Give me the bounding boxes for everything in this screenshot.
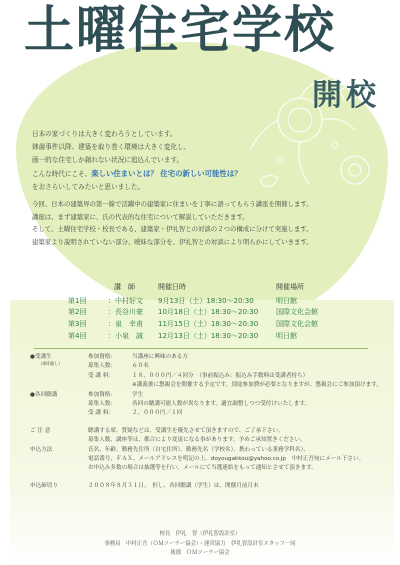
notes-block: ご 注 意 聴講する席、質疑などは、受講生を優先させて頂きますので、ご了承下さい。 募集人数、講座等は、都合により変更になる事があります。予めご承知置きください。: [30, 427, 306, 444]
session-venue: 明日館: [276, 331, 297, 340]
intro-highlight-line: [32, 167, 362, 181]
header-date: 開催日時: [158, 283, 186, 291]
session-lecturer: ：中村好文: [108, 296, 143, 305]
schedule-row: [68, 331, 368, 343]
notes-label: ご 注 意: [30, 427, 51, 434]
schedule-row: [68, 307, 368, 319]
session-number: 第2回: [68, 308, 87, 317]
info-section: [30, 353, 380, 491]
page-subtitle: 開校: [312, 78, 380, 113]
intro-line: 画一的な住宅しか創れない状況に追込んでいます。: [32, 156, 184, 164]
session-lecturer: ：長谷川豪: [108, 308, 143, 317]
session-venue: 明日館: [276, 296, 297, 305]
per-session-block: ●各回聴講 参加資格： 学生 募集人数： 各回の聴講可能人数が異なります。適宜調整しつつ受付けいたします。 受 講 料： ２、０００円／１回: [30, 391, 311, 417]
intro-highlight-prefix: こんな時代にこそ、: [32, 170, 92, 178]
intro-closing: をおさらいしてみたいと思いました。: [32, 183, 145, 191]
schedule-row: [68, 319, 368, 331]
footer-line: 事務局 中村正吾（ＯＭソーラー協会）・運営協力 伊礼智設計室スタッフ一同: [104, 540, 296, 547]
body-line: 今回、日本の建築界の第一線で活躍中の建築家に住まいを丁寧に語ってもらう講座を開催します。: [32, 200, 313, 208]
deadline-block: [30, 482, 380, 491]
session-venue: 国際文化会館: [276, 308, 318, 317]
section-divider: [34, 348, 368, 349]
session-date: 9月13日（土）18:30〜20:30: [158, 296, 254, 305]
schedule-row: [68, 296, 368, 308]
deadline-text: ２００８年８月３１日。 但し、各回聴講（学生）は、開催月前月末: [88, 482, 259, 489]
session-lecturer: ：泉 幸甫: [108, 320, 143, 329]
deadline-label: 申込締切り: [30, 482, 58, 489]
student-block: ●受講生 （4回通し） 参加資格： 当講座に興味のある方 募集人数： ６０名 受 講 料： １８、０００円／４回分 （事前振込み：振込み手数料は受講者持ち） ※講義後に懇親会を開催する予定です。別途参加費が必要となりますが、懇親会にご参加頂けます。: [30, 354, 382, 389]
footer: [0, 530, 400, 559]
intro-highlight: 楽しい住まいとは？ 住宅の新しい可能性は？: [91, 169, 242, 178]
session-number: 第1回: [68, 296, 87, 305]
body-line: 講座は、まず建築家に、氏の代表的な住宅について解説していただきます。: [32, 212, 249, 221]
per-session-label: ●各回聴講: [30, 391, 58, 398]
header-lecturer: 講 師: [114, 283, 135, 291]
footer-line: 校長 伊礼 智（伊礼智設計室）: [159, 531, 241, 537]
session-number: 第4回: [68, 331, 87, 340]
intro-line: 姉歯事件以降、建築を取り巻く環境は大きく変化し、: [32, 143, 191, 151]
schedule-header: [68, 282, 368, 294]
session-date: 12月13日（土）18:30〜20:30: [158, 331, 259, 340]
intro-text: [32, 128, 362, 194]
apply-block: 申込方法 氏名、年齢、勤務先住所（自宅住所）、勤務先名（学校名）、携わっている業務学科名）、 電話番号、ＦＡＸ、メールアドレスを明記の上、doyougakkou@yahoo.co.jp 中村正吾宛にメール下さい。 お申込み多数の場合は抽選等を行い、メールにて当選連絡をもって通知とさせて頂きます。: [30, 446, 365, 472]
body-text: [32, 198, 372, 248]
session-venue: 国際文化会館: [276, 320, 318, 329]
session-date: 10月18日（土）18:30〜20:30: [158, 308, 259, 317]
apply-label: 申込方法: [30, 446, 53, 453]
session-date: 11月15日（土）18:30〜20:30: [158, 320, 259, 329]
intro-line: 日本の家づくりは大きく変わろうとしています。: [32, 130, 177, 138]
body-line: 建築家より説明されていない部分、曖昧な部分を、伊礼智との対談により明らかにしていきます。: [32, 237, 313, 246]
session-number: 第3回: [68, 320, 87, 329]
header-venue: 開催場所: [276, 283, 304, 291]
student-note: （4回通し）: [38, 362, 63, 368]
footer-line: 後援 ＯＭソーラー協会: [170, 550, 230, 556]
schedule-table: [68, 282, 368, 343]
session-lecturer: ：小泉 誠: [108, 331, 143, 340]
student-label: ●受講生 （4回通し）: [30, 353, 76, 367]
body-line: そして、土曜住宅学校・校長である、建築家・伊礼智との対談の２つの構成に分けて実施します。: [32, 225, 313, 233]
page-title: 土曜住宅学校: [24, 0, 336, 59]
